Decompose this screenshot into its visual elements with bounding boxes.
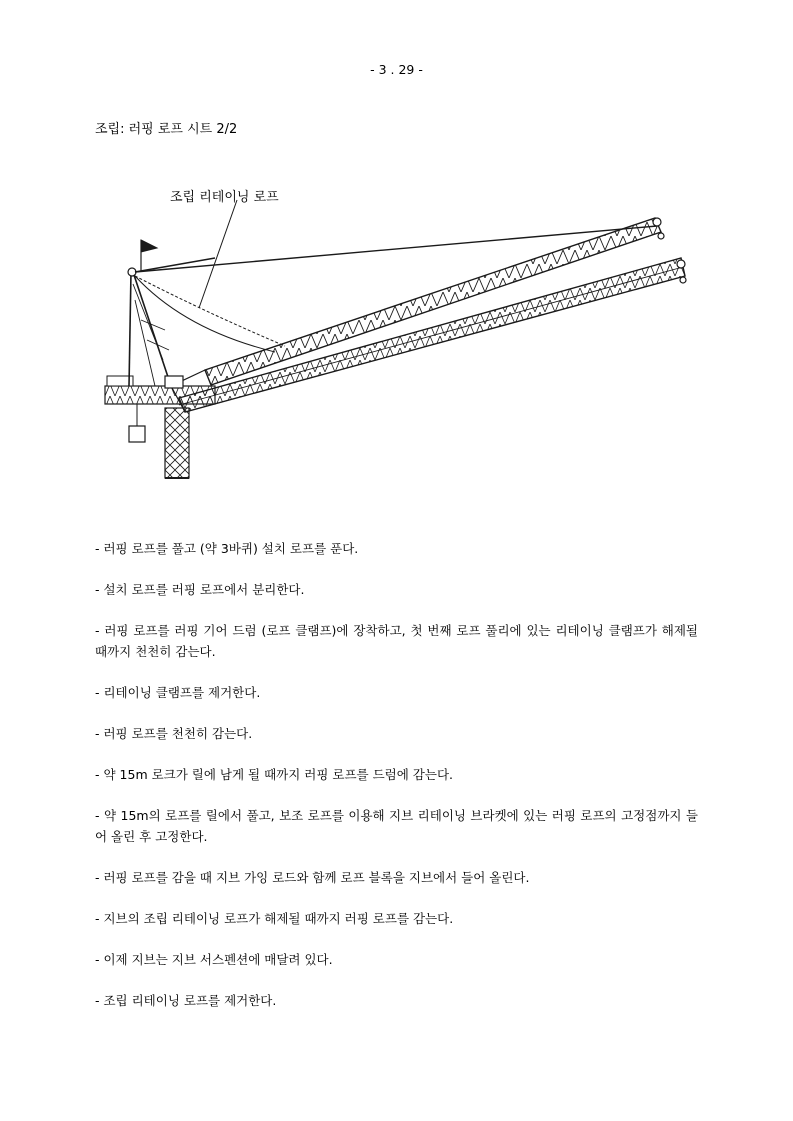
retaining-rope xyxy=(135,276,285,352)
instruction-step: - 러핑 로프를 풀고 (약 3바퀴) 설치 로프를 푼다. xyxy=(95,541,359,556)
tower-mast xyxy=(165,408,189,478)
instruction-step: - 약 15m 로크가 릴에 남게 될 때까지 러핑 로프를 드럼에 감는다. xyxy=(95,767,453,782)
callout-leader xyxy=(199,200,237,308)
instruction-step: - 약 15m의 로프를 릴에서 풀고, 보조 로프를 이용해 지브 리테이닝 브라켓에 있는 러핑 로프의 고정점까지 들어 올린 후 고정한다. xyxy=(95,808,698,844)
retaining-rope-label: 조립 리테이닝 로프 xyxy=(170,190,279,205)
sheet-title: 조립: 러핑 로프 시트 2/2 xyxy=(95,122,238,137)
instruction-step: - 지브의 조립 리테이닝 로프가 해제될 때까지 러핑 로프를 감는다. xyxy=(95,911,454,926)
instruction-step: - 러핑 로프를 천천히 감는다. xyxy=(95,726,253,741)
jib-upper xyxy=(205,218,664,385)
instruction-step: - 러핑 로프를 러핑 기어 드럼 (로프 클램프)에 장착하고, 첫 번째 로프 풀리에 있는 리테이닝 클램프가 해제될 때까지 천천히 감는다. xyxy=(95,623,698,659)
page-number: - 3 . 29 - xyxy=(370,62,423,77)
instruction-step: - 리테이닝 클램프를 제거한다. xyxy=(95,685,261,700)
instruction-step: - 조립 리테이닝 로프를 제거한다. xyxy=(95,993,277,1008)
instruction-step: - 설치 로프를 러핑 로프에서 분리한다. xyxy=(95,582,305,597)
instruction-step: - 이제 지브는 지브 서스펜션에 매달려 있다. xyxy=(95,952,333,967)
instruction-step: - 러핑 로프를 감을 때 지브 가잉 로드와 함께 로프 블록을 지브에서 들어 올린다. xyxy=(95,870,530,885)
a-frame xyxy=(128,240,215,386)
crane-diagram xyxy=(95,180,705,490)
instruction-list xyxy=(95,538,698,1031)
jib-lower xyxy=(179,258,686,412)
